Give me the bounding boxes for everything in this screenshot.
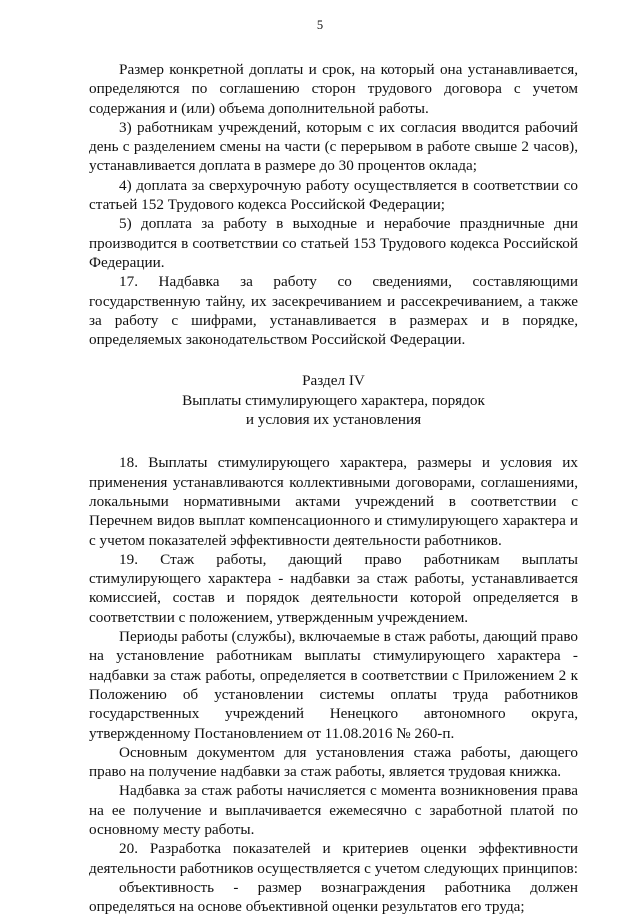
document-body [89,60,578,916]
list-item-3: 3) работникам учреждений, которым с их согласия вводится рабочий день с разделением смены на части (с перерывом в работе свыше 2 часов), устанавливается доплата в размере до 30 процентов оклада; [89,118,578,175]
section-number: Раздел IV [302,372,365,390]
accrual-paragraph: Надбавка за стаж работы начисляется с момента возникновения права на ее получение и выплачивается ежемесячно с заработной платой по основному месту работы. [89,782,578,838]
section-title-line-1: Выплаты стимулирующего характера, порядок [182,391,485,409]
clause-20: 20. Разработка показателей и критериев оценки эффективности деятельности работников осуществляется с учетом следующих принципов: [89,840,578,877]
clause-17: 17. Надбавка за работу со сведениями, составляющими государственную тайну, их засекречиванием и рассекречиванием, а также за работу с шифрами, устанавливается в размерах и в порядке, определяемых законодательством Российской Федерации. [89,273,578,349]
clause-19: 19. Стаж работы, дающий право работникам выплаты стимулирующего характера - надбавки за стаж работы, устанавливается комиссией, состав и порядок деятельности которой определяется в соответствии с положением, утвержденным учреждением. [89,550,578,626]
list-item-5: 5) доплата за работу в выходные и нерабочие праздничные дни производится в соответствии со статьей 153 Трудового кодекса Российской Федерации. [89,215,578,271]
section-title-line-2: и условия их установления [245,411,422,429]
periods-paragraph: Периоды работы (службы), включаемые в стаж работы, дающий право на установление работникам выплаты стимулирующего характера - надбавки за стаж работы, определяется в соответствии с Приложением 2 к Положению об установлении системы оплаты труда работников государственных учреждений Ненецкого автономного округа, утвержденному Постановлением от 11.08.2016 № 260-п. [89,628,578,742]
principle-objectivity: объективность - размер вознаграждения работника должен определяться на основе объективной оценки результатов его труда; [89,878,578,916]
page-number: 5 [316,18,324,32]
clause-18: 18. Выплаты стимулирующего характера, размеры и условия их применения устанавливаются коллективными договорами, соглашениями, локальными нормативными актами учреждений в соответствии с Перечнем видов выплат компенсационного и стимулирующего характера и с учетом показателей эффективности деятельности работников. [89,454,578,549]
intro-paragraph: Размер конкретной доплаты и срок, на который она устанавливается, определяются по соглашению сторон трудового договора с учетом содержания и (или) объема дополнительной работы. [89,61,578,117]
list-item-4: 4) доплата за сверхурочную работу осуществляется в соответствии со статьей 152 Трудового кодекса Российской Федерации; [89,176,578,214]
main-document-paragraph: Основным документом для установления стажа работы, дающего право на получение надбавки за стаж работы, является трудовая книжка. [89,743,578,781]
